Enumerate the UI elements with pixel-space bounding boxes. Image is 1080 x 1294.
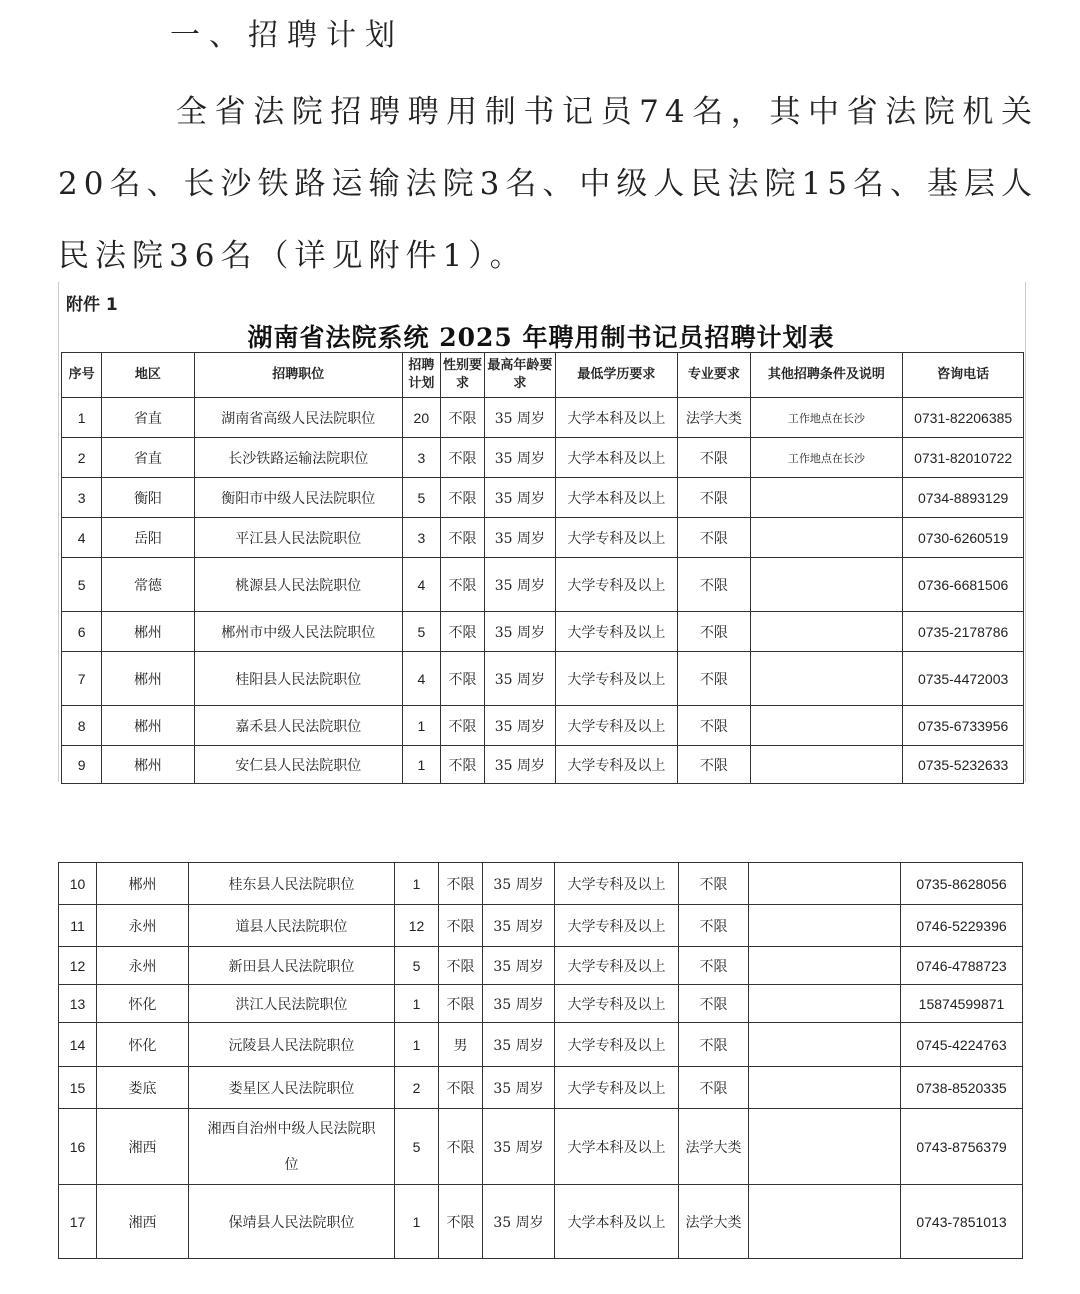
header-phone: 咨询电话	[903, 353, 1024, 398]
header-other: 其他招聘条件及说明	[750, 353, 903, 398]
table-row	[59, 1023, 1023, 1067]
row-count: 4	[402, 558, 440, 612]
table-row	[62, 518, 1024, 558]
row-phone: 0734-8893129	[903, 478, 1024, 518]
table-row	[62, 398, 1024, 438]
row-phone: 0746-4788723	[901, 947, 1023, 985]
row-region: 湘西	[97, 1185, 189, 1259]
row-phone: 0735-8628056	[901, 863, 1023, 905]
table-row	[59, 1067, 1023, 1109]
row-age: 35 周岁	[485, 706, 555, 746]
table-header-row	[62, 353, 1024, 398]
row-age: 35 周岁	[483, 1067, 555, 1109]
row-phone: 0731-82206385	[903, 398, 1024, 438]
row-phone: 0746-5229396	[901, 905, 1023, 947]
row-other	[750, 478, 903, 518]
row-seq: 3	[62, 478, 102, 518]
table-row	[59, 863, 1023, 905]
table-row	[59, 1185, 1023, 1259]
row-position: 桃源县人民法院职位	[194, 558, 402, 612]
attachment-label: 附件 1	[66, 295, 118, 315]
row-gender: 不限	[440, 438, 484, 478]
row-position: 嘉禾县人民法院职位	[194, 706, 402, 746]
row-age: 35 周岁	[485, 558, 555, 612]
row-gender: 不限	[440, 478, 484, 518]
row-count: 3	[402, 438, 440, 478]
row-other	[749, 1067, 901, 1109]
table-row	[62, 746, 1024, 784]
row-other	[750, 652, 903, 706]
row-phone: 0730-6260519	[903, 518, 1024, 558]
row-age: 35 周岁	[485, 518, 555, 558]
row-age: 35 周岁	[485, 652, 555, 706]
row-phone: 0743-7851013	[901, 1185, 1023, 1259]
row-other	[750, 612, 903, 652]
row-count: 5	[402, 612, 440, 652]
row-position: 安仁县人民法院职位	[194, 746, 402, 784]
row-gender: 不限	[439, 863, 483, 905]
row-count: 2	[395, 1067, 439, 1109]
row-seq: 16	[59, 1109, 97, 1185]
row-seq: 11	[59, 905, 97, 947]
row-education: 大学本科及以上	[555, 438, 678, 478]
row-major: 不限	[678, 438, 750, 478]
row-other	[749, 863, 901, 905]
row-region: 永州	[97, 947, 189, 985]
recruitment-table-part-2	[58, 862, 1023, 1259]
row-education: 大学专科及以上	[555, 1023, 679, 1067]
row-seq: 13	[59, 985, 97, 1023]
row-count: 1	[395, 985, 439, 1023]
row-other	[750, 518, 903, 558]
row-region: 常德	[102, 558, 194, 612]
header-count: 招聘计划	[402, 353, 440, 398]
row-education: 大学本科及以上	[555, 398, 678, 438]
row-gender: 不限	[440, 558, 484, 612]
intro-paragraph: 全省法院招聘聘用制书记员74名，其中省法院机关20名、长沙铁路运输法院3名、中级人民法院15名、基层人民法院36名（详见附件1）。	[58, 94, 1038, 274]
row-phone: 0731-82010722	[903, 438, 1024, 478]
row-gender: 不限	[440, 652, 484, 706]
row-major: 法学大类	[679, 1185, 749, 1259]
row-gender: 不限	[440, 518, 484, 558]
row-count: 5	[402, 478, 440, 518]
row-other	[750, 558, 903, 612]
table-row	[59, 947, 1023, 985]
row-region: 郴州	[102, 706, 194, 746]
row-gender: 不限	[440, 706, 484, 746]
row-count: 5	[395, 1109, 439, 1185]
row-age: 35 周岁	[483, 1023, 555, 1067]
row-position: 道县人民法院职位	[189, 905, 395, 947]
row-major: 不限	[679, 947, 749, 985]
table-row	[59, 905, 1023, 947]
row-other	[749, 947, 901, 985]
table-row	[59, 1109, 1023, 1185]
row-age: 35 周岁	[485, 438, 555, 478]
row-education: 大学专科及以上	[555, 1067, 679, 1109]
row-seq: 2	[62, 438, 102, 478]
recruitment-table-part-1	[61, 352, 1024, 784]
row-gender: 男	[439, 1023, 483, 1067]
row-education: 大学专科及以上	[555, 612, 678, 652]
row-count: 1	[395, 863, 439, 905]
row-other	[749, 985, 901, 1023]
row-other	[749, 1023, 901, 1067]
table-row	[62, 612, 1024, 652]
row-education: 大学专科及以上	[555, 863, 679, 905]
row-seq: 17	[59, 1185, 97, 1259]
row-age: 35 周岁	[483, 863, 555, 905]
row-major: 不限	[679, 985, 749, 1023]
row-education: 大学专科及以上	[555, 518, 678, 558]
row-gender: 不限	[439, 985, 483, 1023]
row-position: 保靖县人民法院职位	[189, 1185, 395, 1259]
row-phone: 15874599871	[901, 985, 1023, 1023]
row-phone: 0735-6733956	[903, 706, 1024, 746]
row-education: 大学专科及以上	[555, 558, 678, 612]
row-seq: 15	[59, 1067, 97, 1109]
row-age: 35 周岁	[485, 746, 555, 784]
table-row	[62, 706, 1024, 746]
row-region: 郴州	[102, 746, 194, 784]
table-row	[62, 558, 1024, 612]
row-seq: 6	[62, 612, 102, 652]
row-other: 工作地点在长沙	[750, 398, 903, 438]
row-count: 1	[395, 1023, 439, 1067]
row-region: 郴州	[102, 652, 194, 706]
row-gender: 不限	[439, 1067, 483, 1109]
header-position: 招聘职位	[194, 353, 402, 398]
row-age: 35 周岁	[483, 1109, 555, 1185]
row-education: 大学本科及以上	[555, 478, 678, 518]
row-gender: 不限	[439, 1185, 483, 1259]
row-seq: 14	[59, 1023, 97, 1067]
row-other	[749, 1109, 901, 1185]
row-major: 不限	[679, 1023, 749, 1067]
row-region: 岳阳	[102, 518, 194, 558]
row-gender: 不限	[439, 905, 483, 947]
row-seq: 5	[62, 558, 102, 612]
row-count: 3	[402, 518, 440, 558]
row-education: 大学专科及以上	[555, 706, 678, 746]
row-age: 35 周岁	[485, 478, 555, 518]
row-major: 法学大类	[678, 398, 750, 438]
row-region: 衡阳	[102, 478, 194, 518]
header-seq: 序号	[62, 353, 102, 398]
row-education: 大学专科及以上	[555, 746, 678, 784]
row-major: 不限	[678, 612, 750, 652]
table-title: 湖南省法院系统 2025 年聘用制书记员招聘计划表	[247, 323, 835, 352]
row-other	[750, 706, 903, 746]
row-gender: 不限	[440, 746, 484, 784]
row-major: 法学大类	[679, 1109, 749, 1185]
row-gender: 不限	[440, 612, 484, 652]
row-age: 35 周岁	[483, 985, 555, 1023]
row-count: 1	[402, 746, 440, 784]
row-phone: 0735-2178786	[903, 612, 1024, 652]
row-phone: 0735-4472003	[903, 652, 1024, 706]
row-region: 怀化	[97, 1023, 189, 1067]
row-seq: 9	[62, 746, 102, 784]
row-phone: 0736-6681506	[903, 558, 1024, 612]
row-other	[749, 905, 901, 947]
row-position: 桂东县人民法院职位	[189, 863, 395, 905]
row-education: 大学本科及以上	[555, 1185, 679, 1259]
row-count: 1	[395, 1185, 439, 1259]
row-age: 35 周岁	[483, 905, 555, 947]
row-region: 郴州	[97, 863, 189, 905]
row-major: 不限	[678, 518, 750, 558]
row-region: 湘西	[97, 1109, 189, 1185]
row-age: 35 周岁	[485, 612, 555, 652]
row-education: 大学专科及以上	[555, 985, 679, 1023]
row-seq: 12	[59, 947, 97, 985]
table-row	[62, 438, 1024, 478]
table-row	[59, 985, 1023, 1023]
row-position: 新田县人民法院职位	[189, 947, 395, 985]
row-seq: 7	[62, 652, 102, 706]
row-other	[750, 746, 903, 784]
row-gender: 不限	[439, 1109, 483, 1185]
row-position: 桂阳县人民法院职位	[194, 652, 402, 706]
row-region: 郴州	[102, 612, 194, 652]
section-heading: 一、招聘计划	[170, 18, 404, 53]
row-major: 不限	[678, 652, 750, 706]
row-major: 不限	[679, 863, 749, 905]
table-row	[62, 652, 1024, 706]
row-major: 不限	[678, 478, 750, 518]
row-phone: 0743-8756379	[901, 1109, 1023, 1185]
row-seq: 10	[59, 863, 97, 905]
row-gender: 不限	[440, 398, 484, 438]
row-age: 35 周岁	[485, 398, 555, 438]
row-age: 35 周岁	[483, 1185, 555, 1259]
row-count: 5	[395, 947, 439, 985]
row-education: 大学专科及以上	[555, 652, 678, 706]
row-count: 4	[402, 652, 440, 706]
row-position: 湘西自治州中级人民法院职位	[189, 1109, 395, 1185]
header-region: 地区	[102, 353, 194, 398]
row-major: 不限	[679, 905, 749, 947]
row-region: 娄底	[97, 1067, 189, 1109]
row-count: 20	[402, 398, 440, 438]
row-position: 娄星区人民法院职位	[189, 1067, 395, 1109]
row-count: 1	[402, 706, 440, 746]
row-position: 衡阳市中级人民法院职位	[194, 478, 402, 518]
row-position: 郴州市中级人民法院职位	[194, 612, 402, 652]
row-region: 省直	[102, 398, 194, 438]
row-position: 洪江人民法院职位	[189, 985, 395, 1023]
row-age: 35 周岁	[483, 947, 555, 985]
row-phone: 0745-4224763	[901, 1023, 1023, 1067]
row-region: 怀化	[97, 985, 189, 1023]
row-region: 省直	[102, 438, 194, 478]
header-age: 最高年龄要求	[485, 353, 555, 398]
row-education: 大学专科及以上	[555, 947, 679, 985]
row-other: 工作地点在长沙	[750, 438, 903, 478]
row-education: 大学本科及以上	[555, 1109, 679, 1185]
row-seq: 1	[62, 398, 102, 438]
row-major: 不限	[678, 706, 750, 746]
row-position: 长沙铁路运输法院职位	[194, 438, 402, 478]
row-position: 湖南省高级人民法院职位	[194, 398, 402, 438]
header-education: 最低学历要求	[555, 353, 678, 398]
row-education: 大学专科及以上	[555, 905, 679, 947]
header-major: 专业要求	[678, 353, 750, 398]
row-major: 不限	[678, 558, 750, 612]
row-region: 永州	[97, 905, 189, 947]
table-row	[62, 478, 1024, 518]
row-position: 平江县人民法院职位	[194, 518, 402, 558]
row-major: 不限	[679, 1067, 749, 1109]
row-major: 不限	[678, 746, 750, 784]
row-phone: 0738-8520335	[901, 1067, 1023, 1109]
row-count: 12	[395, 905, 439, 947]
header-gender: 性别要求	[440, 353, 484, 398]
row-gender: 不限	[439, 947, 483, 985]
row-seq: 4	[62, 518, 102, 558]
row-phone: 0735-5232633	[903, 746, 1024, 784]
row-position: 沅陵县人民法院职位	[189, 1023, 395, 1067]
row-seq: 8	[62, 706, 102, 746]
row-other	[749, 1185, 901, 1259]
